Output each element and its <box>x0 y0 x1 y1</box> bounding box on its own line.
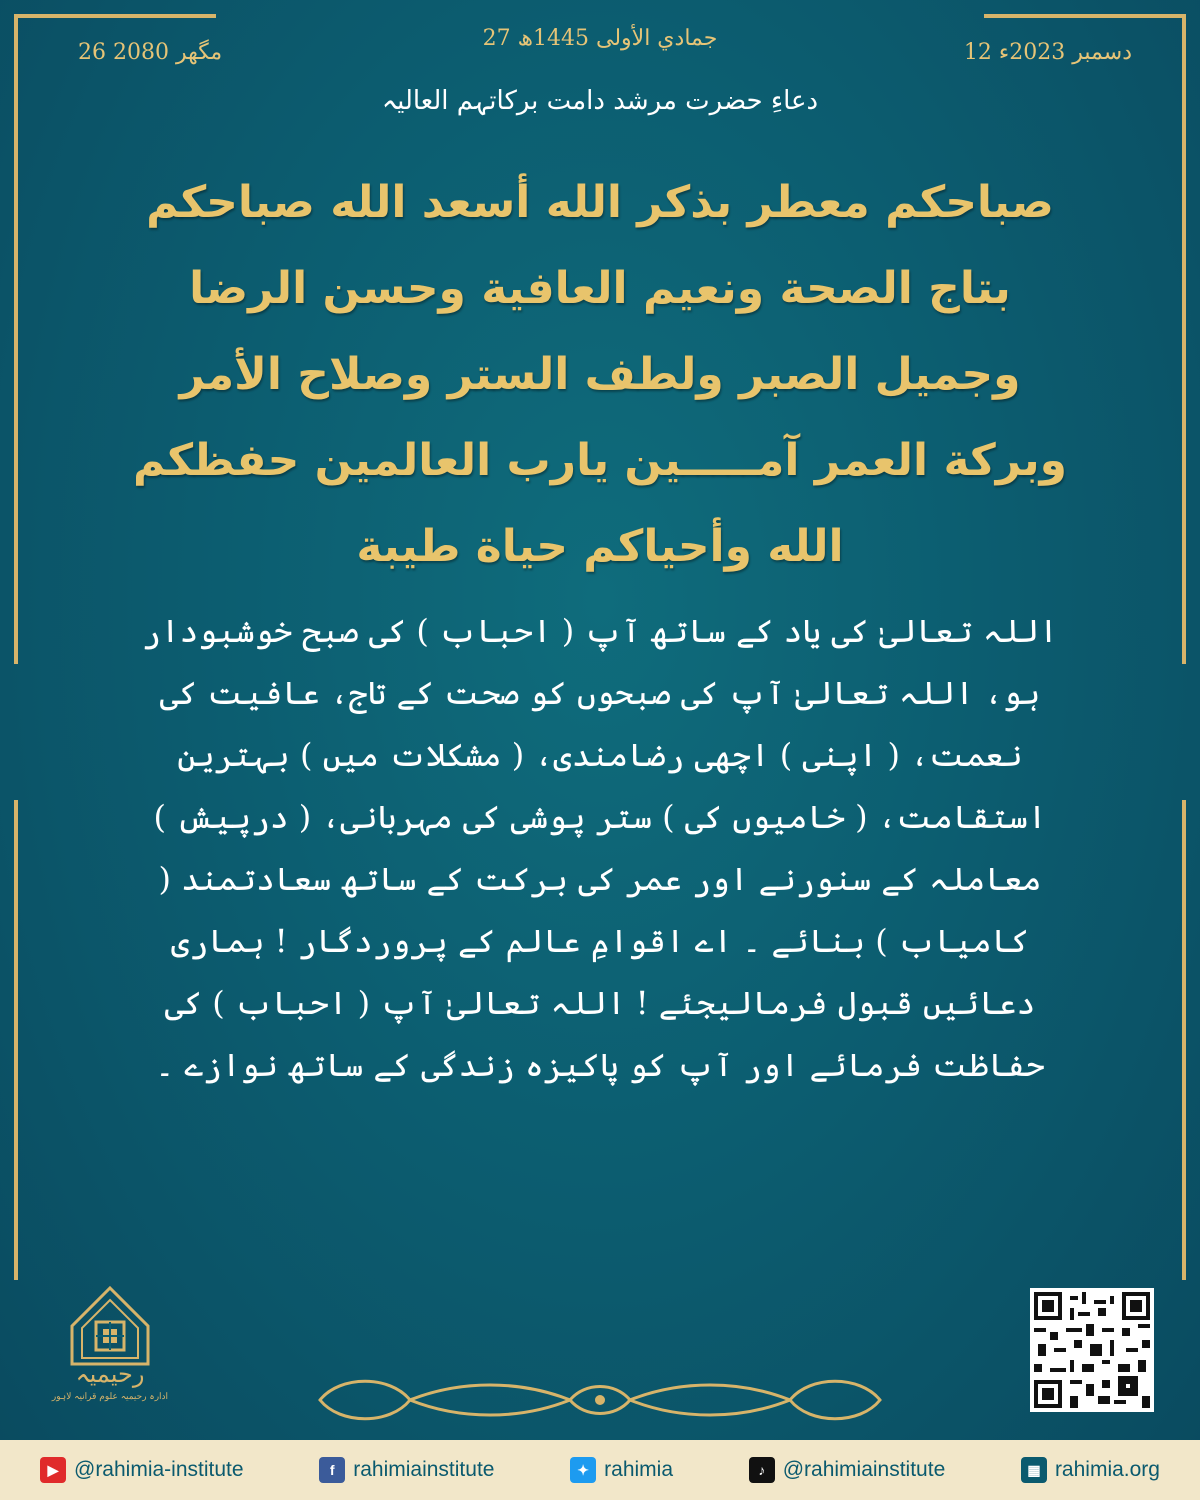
social-footer <box>0 1440 1200 1500</box>
qr-code[interactable] <box>1030 1288 1154 1412</box>
youtube-link[interactable] <box>40 1457 244 1483</box>
facebook-link[interactable] <box>319 1457 494 1483</box>
tiktok-link[interactable] <box>749 1457 946 1483</box>
tiktok-handle: @rahimiainstitute <box>782 1458 946 1481</box>
facebook-icon: f <box>319 1457 345 1483</box>
website-link[interactable] <box>1021 1457 1160 1483</box>
youtube-icon: ▶ <box>40 1457 66 1483</box>
frame-right-lower <box>1182 800 1186 1280</box>
qr-code-icon <box>1034 1292 1150 1408</box>
frame-left-lower <box>14 800 18 1280</box>
frame-top-left <box>14 14 216 18</box>
arabic-prayer-text: صباحكم معطر بذكر الله أسعد الله صباحكم بتاج الصحة ونعيم العافية وحسن الرضا وجميل الصبر ولطف الستر وصلاح الأمر وبركة العمر آمـــــين يارب العالمين حفظكم الله وأحياكم حياة طيبة <box>133 177 1067 572</box>
rahimia-logo-mark <box>40 1280 180 1410</box>
twitter-handle: rahimia <box>604 1458 674 1481</box>
page-heading: دعاءِ حضرت مرشد دامت برکاتہم العالیہ <box>381 86 819 116</box>
facebook-handle: rahimiainstitute <box>353 1458 495 1481</box>
twitter-link[interactable] <box>570 1457 673 1483</box>
rahimia-logo <box>40 1280 180 1410</box>
frame-top-right <box>984 14 1186 18</box>
website-icon: ▦ <box>1021 1457 1047 1483</box>
twitter-icon: ✦ <box>570 1457 596 1483</box>
hijri-date: 27 جمادي الأولى 1445ھ <box>482 26 718 51</box>
logo-subtitle: ادارہ رحیمیہ علوم قرآنیہ لاہور <box>51 1392 169 1402</box>
gregorian-date: 12 دسمبر 2023ء <box>963 40 1132 65</box>
bikrami-date: 26 مگھر 2080 <box>78 40 223 65</box>
website-url: rahimia.org <box>1054 1458 1160 1481</box>
youtube-handle: @rahimia-institute <box>74 1458 244 1481</box>
tiktok-icon: ♪ <box>749 1457 775 1483</box>
decorative-ornament <box>300 1370 900 1430</box>
logo-name: رحیمیہ <box>75 1360 145 1388</box>
urdu-translation-text: اللہ تعالیٰ کی یاد کے ساتھ آپ ( احباب ) کی صبح خوشبودار ہو، اللہ تعالیٰ آپ کی صبحوں کو صحت کے تاج، عافیت کی نعمت، ( اپنی ) اچھی رضامندی، ( مشکلات میں ) بہترین استقامت، ( خامیوں کی ) ستر پوشی کی مہربانی، ( درپیش ) معاملہ کے سنورنے اور عمر کی برکت کے ساتھ سعادتمند ( کامیاب ) بنائے ۔ اے اقوامِ عالم کے پروردگار ! ہماری دعائیں قبول فرمالیجئے ! اللہ تعالیٰ آپ ( احباب ) کی حفاظت فرمائے اور آپ کو پاکیزہ زندگی کے ساتھ نوازے ۔ <box>142 612 1058 1084</box>
